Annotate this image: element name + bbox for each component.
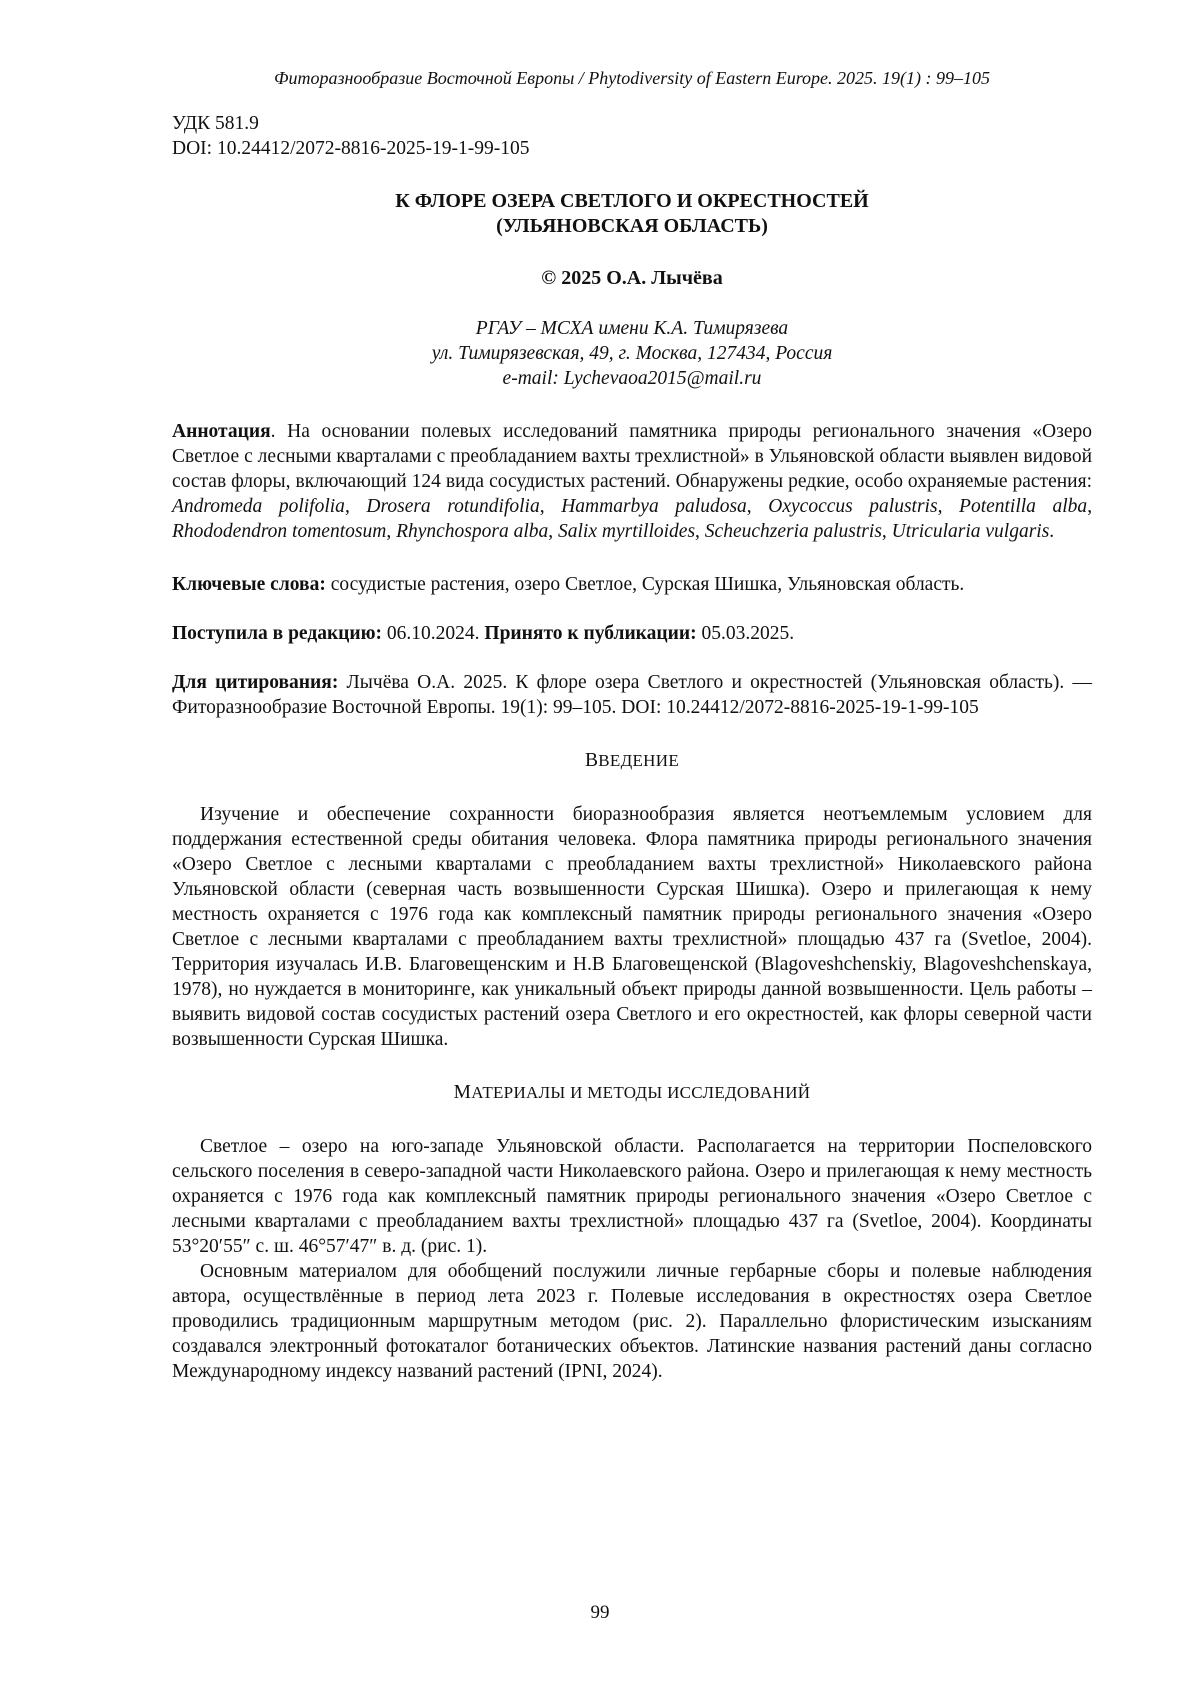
title-line-1: К ФЛОРЕ ОЗЕРА СВЕТЛОГО И ОКРЕСТНОСТЕЙ [172,189,1092,214]
page-number: 99 [0,1602,1200,1624]
received-date: 06.10.2024. [382,623,484,644]
methods-paragraph-1: Светлое – озеро на юго-западе Ульяновской области. Располагается на территории Поспеловского сельского поселения в северо-западной части Николаевского района. Озеро и прилегающая к нему местность охраняется с 1976 года как комплексный памятник природы регионального значения «Озеро Светлое с лесными кварталами с преобладанием вахты трехлистной» площадью 437 га (Svetloe, 2004). Координаты 53°20′55″ с. ш. 46°57′47″ в. д. (рис. 1). [172,1134,1092,1259]
citation [172,670,1092,720]
keywords-text: сосудистые растения, озеро Светлое, Сурская Шишка, Ульяновская область. [326,574,964,595]
affiliation-line-2: ул. Тимирязевская, 49, г. Москва, 127434, Россия [172,341,1092,366]
keywords [172,572,1092,597]
species-name: Andromeda polifolia [172,496,345,517]
affiliation [172,316,1092,391]
species-name: Hammarbya paludosa [561,496,747,517]
species-name: Scheuchzeria palustris [705,521,882,542]
running-head: Фиторазнообразие Восточной Европы / Phytodiversity of Eastern Europe. 2025. 19(1) : 99–105 [172,68,1092,89]
page-content [172,68,1092,1384]
accepted-date: 05.03.2025. [697,623,795,644]
species-name: Rhynchospora alba [396,521,548,542]
species-name: Potentilla alba [959,496,1087,517]
methods-section [172,1134,1092,1384]
title-line-2: (УЛЬЯНОВСКАЯ ОБЛАСТЬ) [172,214,1092,239]
abstract-text: . На основании полевых исследований памятника природы регионального значения «Озеро Светлое с лесными кварталами с преобладанием вахты трехлистной» в Ульяновской области выявлен видовой состав флоры, включающий 124 вида сосудистых растений. Обнаружены редкие, особо охраняемые растения: [172,421,1092,492]
citation-label: Для цитирования: [172,672,338,693]
intro-section [172,802,1092,1052]
affiliation-email: e-mail: Lychevaoa2015@mail.ru [172,366,1092,391]
species-name: Oxycoccus palustris [768,496,937,517]
species-name: Drosera rotundifolia [366,496,539,517]
keywords-label: Ключевые слова: [172,574,326,595]
doi: DOI: 10.24412/2072-8816-2025-19-1-99-105 [172,136,1092,161]
methods-paragraph-2: Основным материалом для обобщений послужили личные гербарные сборы и полевые наблюдения автора, осуществлённые в период лета 2023 г. Полевые исследования в окрестностях озера Светлое проводились традиционным маршрутным методом (рис. 2). Параллельно флористическим изысканиям создавался электронный фотокаталог ботанических объектов. Латинские названия растений даны согласно Международному индексу названий растений (IPNI, 2024). [172,1259,1092,1384]
intro-paragraph: Изучение и обеспечение сохранности биоразнообразия является неотъемлемым условием для поддержания естественной среды обитания человека. Флора памятника природы регионального значения «Озеро Светлое с лесными кварталами с преобладанием вахты трехлистной» Николаевского района Ульяновской области (северная часть возвышенности Сурская Шишка). Озеро и прилегающая к нему местность охраняется с 1976 года как комплексный памятник природы регионального значения «Озеро Светлое с лесными кварталами с преобладанием вахты трехлистной» площадью 437 га (Svetloe, 2004). Территория изучалась И.В. Благовещенским и Н.В Благовещенской (Blagoveshchenskiy, Blagoveshchenskaya, 1978), но нуждается в мониторинге, как уникальный объект природы данной возвышенности. Цель работы – выявить видовой состав сосудистых растений озера Светлого и его окрестностей, как флоры северной части возвышенности Сурская Шишка. [172,802,1092,1052]
affiliation-line-1: РГАУ – МСХА имени К.А. Тимирязева [172,316,1092,341]
species-name: Salix myrtilloides [558,521,695,542]
species-name: Rhododendron tomentosum [172,521,386,542]
abstract-label: Аннотация [172,421,271,442]
udk: УДК 581.9 [172,111,1092,136]
publication-dates [172,621,1092,646]
section-heading-intro: ВВЕДЕНИЕ [172,750,1092,772]
citation-text: Лычёва О.А. 2025. К флоре озера Светлого и окрестностей (Ульяновская область). — Фиторазнообразие Восточной Европы. 19(1): 99–105. DOI: 10.24412/2072-8816-2025-19-1-99-105 [172,672,1092,718]
author: © 2025 О.А. Лычёва [172,267,1092,290]
species-name: Utricularia vulgaris [892,521,1050,542]
received-label: Поступила в редакцию: [172,623,382,644]
article-title [172,189,1092,239]
abstract: Аннотация. На основании полевых исследований памятника природы регионального значения «Озеро Светлое с лесными кварталами с преобладанием вахты трехлистной» в Ульяновской области выявлен видовой состав флоры, включающий 124 вида сосудистых растений. Обнаружены редкие, особо охраняемые растения: Andromeda polifolia, Drosera rotundifolia, Hammarbya paludosa, Oxycoccus palustris, Potentilla alba, Rhododendron tomentosum, Rhynchospora alba, Salix myrtilloides, Scheuchzeria palustris, Utricularia vulgaris. [172,419,1092,544]
section-heading-methods: МАТЕРИАЛЫ И МЕТОДЫ ИССЛЕДОВАНИЙ [172,1082,1092,1104]
accepted-label: Принято к публикации: [484,623,696,644]
